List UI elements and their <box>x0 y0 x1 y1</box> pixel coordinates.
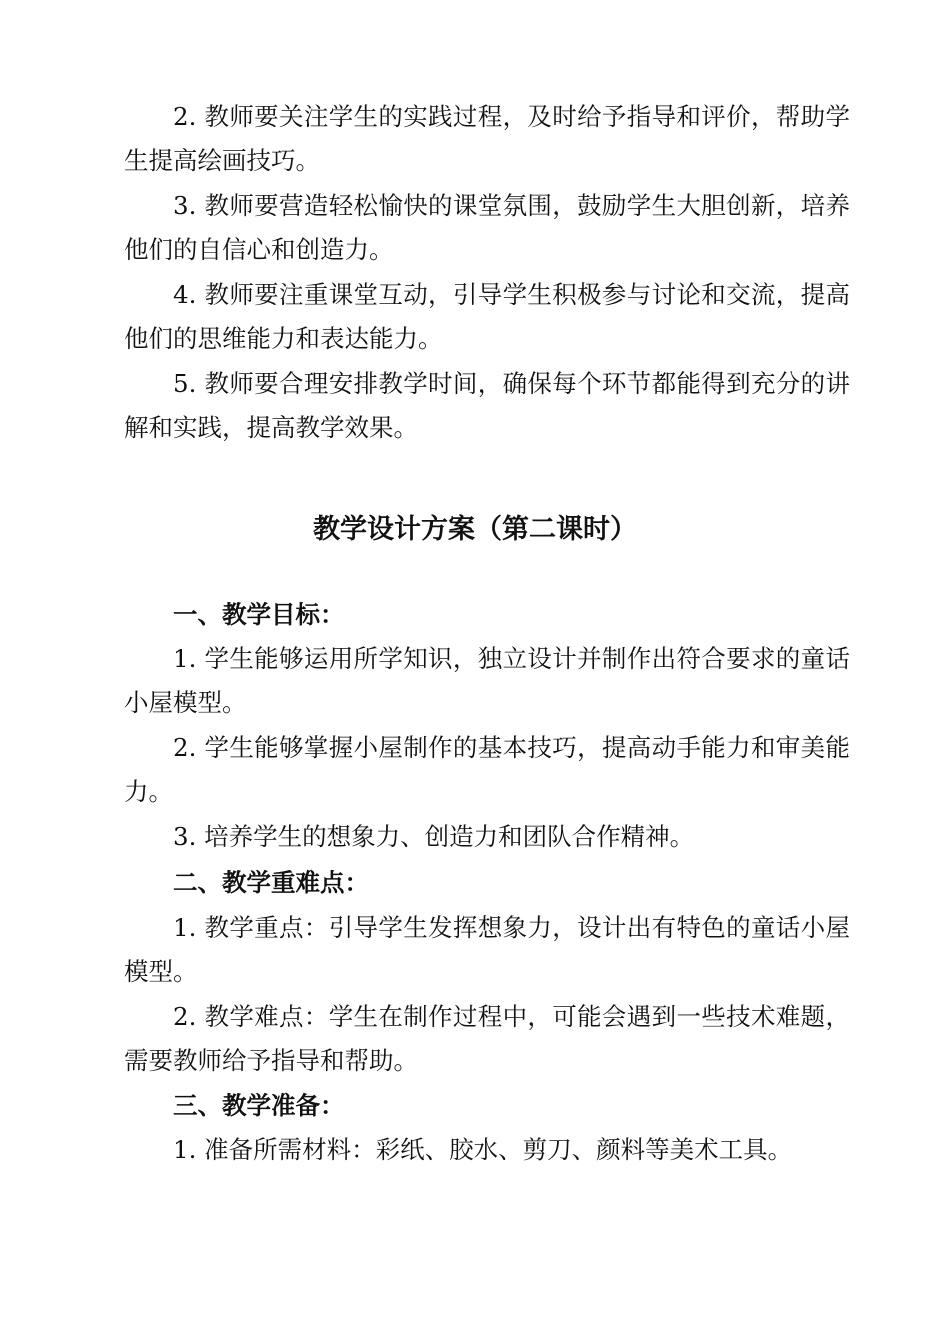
paragraph-item-5: 5. 教师要合理安排教学时间，确保每个环节都能得到充分的讲解和实践，提高教学效果。 <box>124 369 850 442</box>
paragraph-item-3: 3. 教师要营造轻松愉快的课堂氛围，鼓励学生大胆创新，培养他们的自信心和创造力。 <box>124 191 850 264</box>
heading-key-difficult-points: 二、教学重难点： <box>173 868 369 897</box>
heading-teaching-preparation: 三、教学准备： <box>173 1091 345 1120</box>
paragraph-item-4: 4. 教师要注重课堂互动，引导学生积极参与讨论和交流，提高他们的思维能力和表达能力。 <box>124 280 850 353</box>
heading-teaching-objectives: 一、教学目标： <box>173 600 345 629</box>
key-point-item-1: 1. 教学重点：引导学生发挥想象力，设计出有特色的童话小屋模型。 <box>124 913 850 986</box>
preparation-item-1: 1. 准备所需材料：彩纸、胶水、剪刀、颜料等美术工具。 <box>173 1135 793 1164</box>
objective-item-1: 1. 学生能够运用所学知识，独立设计并制作出符合要求的童话小屋模型。 <box>124 644 850 717</box>
objective-item-3: 3. 培养学生的想象力、创造力和团队合作精神。 <box>173 822 695 851</box>
section-title: 教学设计方案（第二课时） <box>313 514 637 545</box>
key-point-item-2: 2. 教学难点：学生在制作过程中，可能会遇到一些技术难题，需要教师给予指导和帮助。 <box>124 1002 850 1075</box>
objective-item-2: 2. 学生能够掌握小屋制作的基本技巧，提高动手能力和审美能力。 <box>124 733 850 806</box>
paragraph-item-2: 2. 教师要关注学生的实践过程，及时给予指导和评价，帮助学生提高绘画技巧。 <box>124 102 850 175</box>
